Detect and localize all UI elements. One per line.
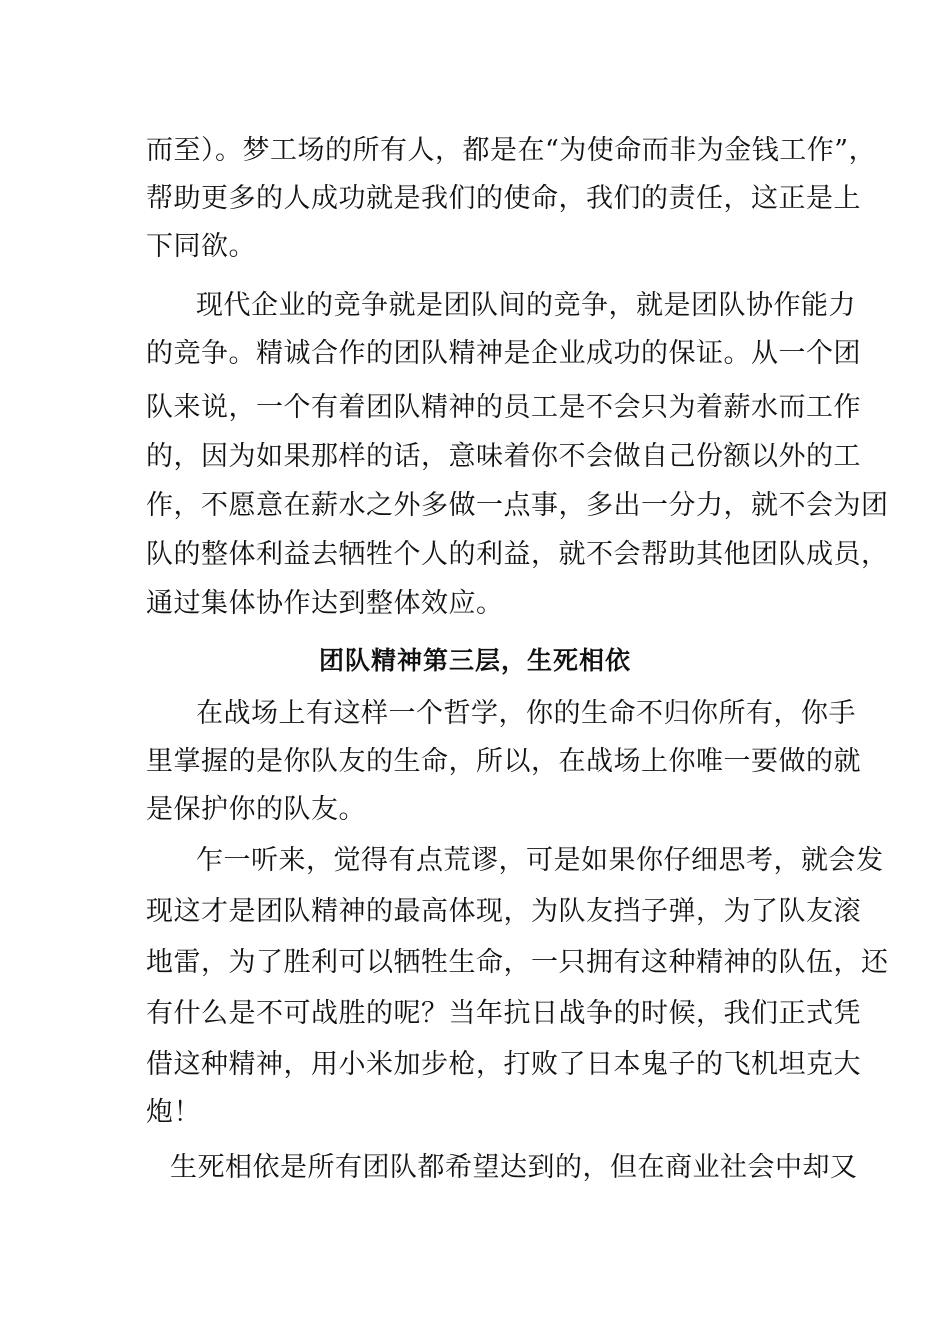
paragraph-line: 借这种精神，用小米加步枪，打败了日本鬼子的飞机坦克大 — [146, 1049, 861, 1080]
paragraph-line: 生死相依是所有团队都希望达到的，但在商业社会中却又 — [170, 1152, 858, 1183]
paragraph-line: 是保护你的队友。 — [146, 794, 366, 825]
paragraph-line: 的竞争。精诚合作的团队精神是企业成功的保证。从一个团 — [146, 338, 861, 369]
paragraph-line: 现这才是团队精神的最高体现，为队友挡子弹，为了队友滚 — [146, 896, 861, 927]
paragraph-line: 有什么是不可战胜的呢？当年抗日战争的时候，我们正式凭 — [146, 998, 861, 1029]
paragraph-line: 现代企业的竞争就是团队间的竞争，就是团队协作能力 — [196, 290, 856, 321]
paragraph-line: 而至）。梦工场的所有人，都是在“为使命而非为金钱工作”， — [146, 135, 877, 166]
paragraph-line: 的，因为如果那样的话，意味着你不会做自己份额以外的工 — [146, 441, 861, 472]
paragraph-line: 里掌握的是你队友的生命，所以，在战场上你唯一要做的就 — [146, 746, 861, 777]
paragraph-line: 地雷，为了胜利可以牺牲生命，一只拥有这种精神的队伍，还 — [146, 947, 889, 978]
paragraph-line: 作，不愿意在薪水之外多做一点事，多出一分力，就不会为团 — [146, 490, 889, 521]
paragraph-line: 帮助更多的人成功就是我们的使命，我们的责任，这正是上 — [146, 183, 861, 214]
section-heading: 团队精神第三层，生死相依 — [318, 646, 631, 675]
paragraph-line: 下同欲。 — [146, 231, 256, 262]
paragraph-line: 炮！ — [146, 1097, 201, 1128]
paragraph-line: 在战场上有这样一个哲学，你的生命不归你所有，你手 — [196, 698, 856, 729]
paragraph-line: 乍一听来，觉得有点荒谬，可是如果你仔细思考，就会发 — [196, 845, 884, 876]
paragraph-line: 队的整体利益去牺牲个人的利益，就不会帮助其他团队成员， — [146, 539, 889, 570]
paragraph-line: 队来说，一个有着团队精神的员工是不会只为着薪水而工作 — [146, 392, 861, 423]
paragraph-line: 通过集体协作达到整体效应。 — [146, 588, 504, 619]
